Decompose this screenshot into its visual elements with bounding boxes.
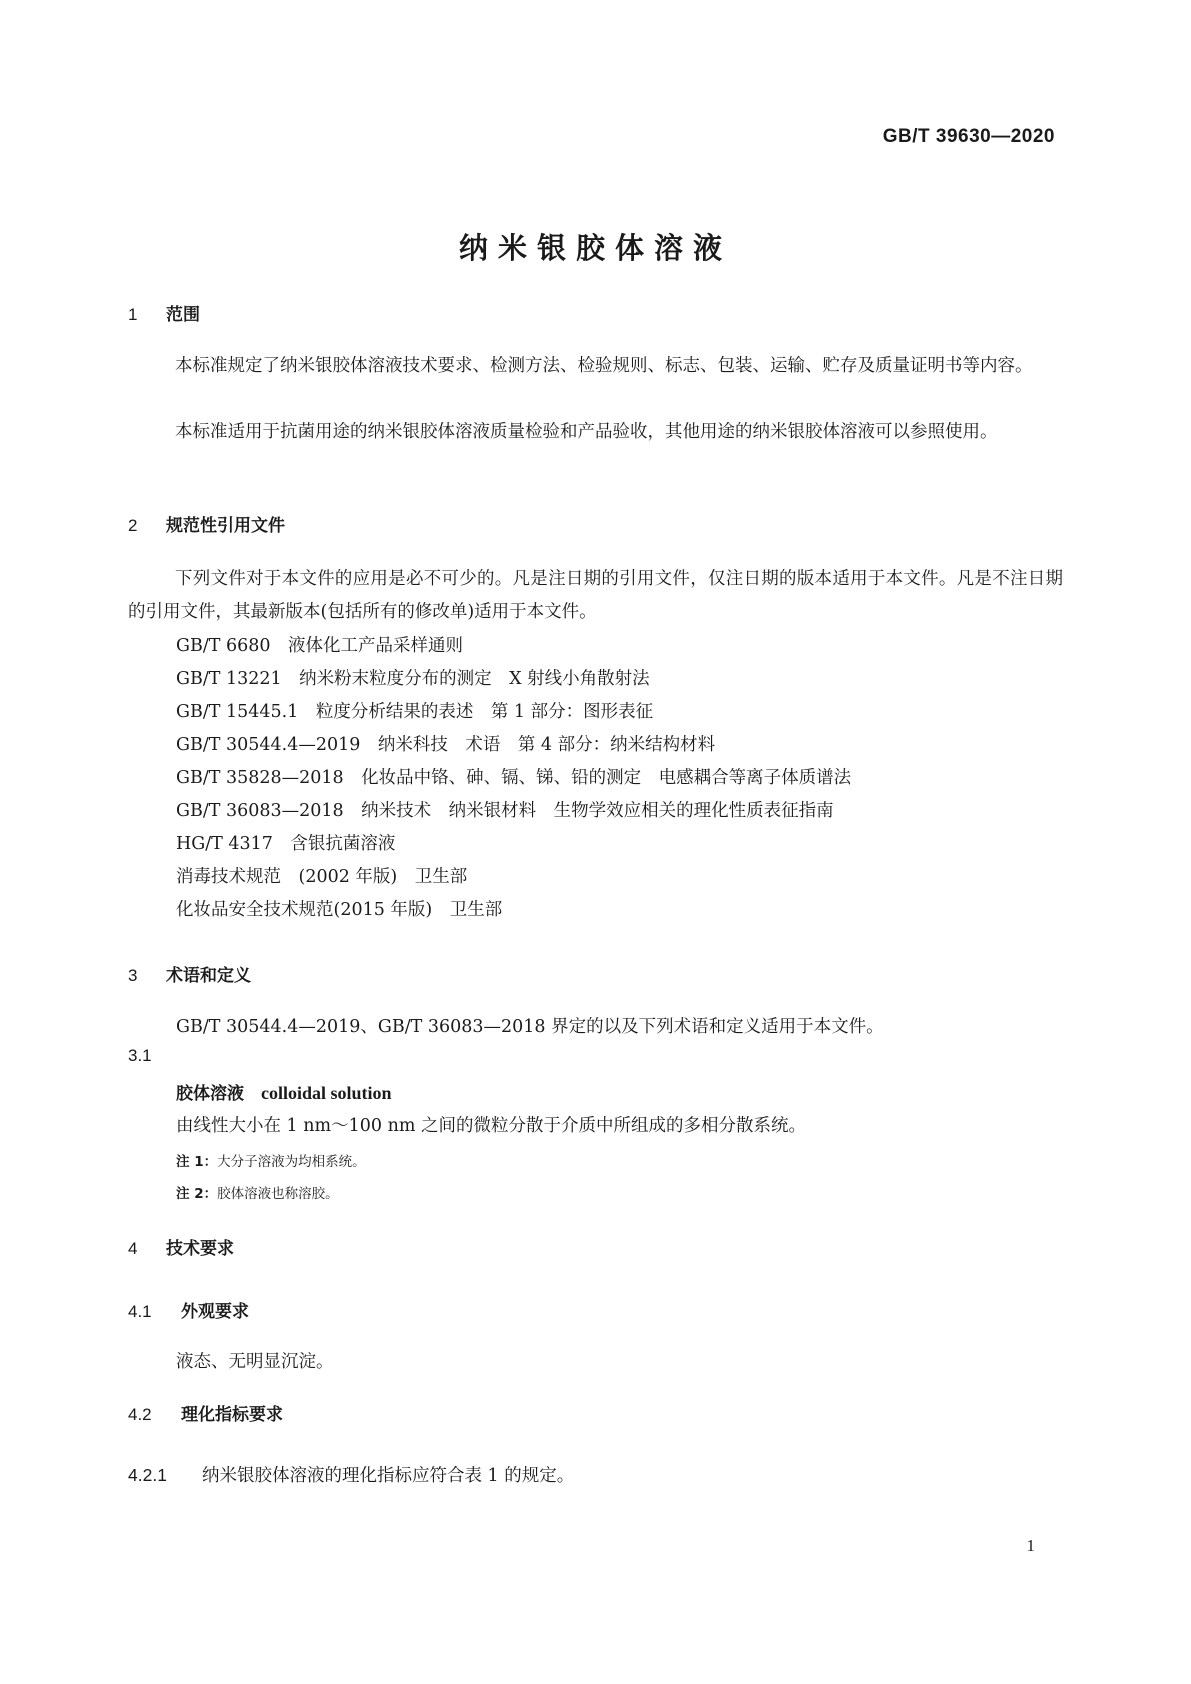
reference-item: GB/T 13221 纳米粉末粒度分布的测定 X 射线小角散射法 [176, 669, 650, 689]
section-4-heading [128, 1234, 234, 1259]
term-number: 3.1 [128, 1046, 152, 1065]
section-title: 技术要求 [166, 1239, 234, 1259]
reference-item: GB/T 6680 液体化工产品采样通则 [176, 636, 464, 656]
page-number: 1 [1026, 1536, 1035, 1555]
reference-item: HG/T 4317 含银抗菌溶液 [176, 834, 396, 854]
clause-number: 4.2.1 [128, 1465, 167, 1485]
document-title: 纳米银胶体溶液 [458, 231, 732, 265]
normative-intro: 下列文件对于本文件的应用是必不可少的。凡是注日期的引用文件，仅注日期的版本适用于本文件。凡是不注日期的引用文件，其最新版本(包括所有的修改单)适用于本文件。 [128, 569, 1063, 622]
standard-code: GB/T 39630—2020 [882, 126, 1055, 147]
section-2-heading [128, 511, 285, 536]
scope-paragraph-1: 本标准规定了纳米银胶体溶液技术要求、检测方法、检验规则、标志、包装、运输、贮存及质量证明书等内容。 [175, 356, 1033, 376]
clause-4-2-1 [128, 1462, 574, 1487]
note-text: 大分子溶液为均相系统。 [217, 1154, 366, 1170]
reference-item: GB/T 35828—2018 化妆品中铬、砷、镉、锑、铅的测定 电感耦合等离子体质谱法 [176, 768, 852, 788]
term-note-1 [176, 1150, 366, 1170]
note-label: 注 2： [176, 1186, 218, 1202]
subsection-number: 4.1 [128, 1302, 152, 1321]
scope-paragraph-2: 本标准适用于抗菌用途的纳米银胶体溶液质量检验和产品验收，其他用途的纳米银胶体溶液可以参照使用。 [175, 422, 998, 442]
term-note-2 [176, 1182, 339, 1202]
section-title: 范围 [166, 305, 200, 325]
section-number: 4 [128, 1239, 138, 1258]
subsection-title: 理化指标要求 [181, 1405, 283, 1425]
section-title: 术语和定义 [166, 966, 251, 986]
section-title: 规范性引用文件 [166, 516, 285, 536]
clause-text: 纳米银胶体溶液的理化指标应符合表 1 的规定。 [202, 1466, 575, 1486]
subsection-4-1-heading [128, 1297, 249, 1322]
subsection-4-2-heading [128, 1400, 283, 1425]
terms-intro: GB/T 30544.4—2019、GB/T 36083—2018 界定的以及下列术语和定义适用于本文件。 [176, 1017, 884, 1037]
subsection-title: 外观要求 [181, 1302, 249, 1322]
term-name-en: colloidal solution [261, 1083, 392, 1103]
reference-item: GB/T 30544.4—2019 纳米科技 术语 第 4 部分：纳米结构材料 [176, 735, 716, 755]
reference-item: 消毒技术规范 (2002 年版) 卫生部 [176, 867, 468, 887]
section-3-heading [128, 961, 251, 986]
term-name [176, 1079, 392, 1104]
subsection-number: 4.2 [128, 1405, 152, 1424]
section-number: 3 [128, 966, 138, 985]
term-definition: 由线性大小在 1 nm～100 nm 之间的微粒分散于介质中所组成的多相分散系统。 [176, 1116, 807, 1136]
section-1-heading [128, 300, 200, 325]
reference-item: GB/T 15445.1 粒度分析结果的表述 第 1 部分：图形表征 [176, 702, 654, 722]
appearance-requirement: 液态、无明显沉淀。 [176, 1352, 334, 1372]
note-text: 胶体溶液也称溶胶。 [217, 1186, 339, 1202]
reference-item: GB/T 36083—2018 纳米技术 纳米银材料 生物学效应相关的理化性质表征指南 [176, 801, 834, 821]
section-number: 2 [128, 516, 138, 535]
reference-item: 化妆品安全技术规范(2015 年版) 卫生部 [176, 900, 503, 920]
section-number: 1 [128, 305, 138, 324]
term-name-cn: 胶体溶液 [176, 1084, 244, 1104]
note-label: 注 1： [176, 1154, 218, 1170]
